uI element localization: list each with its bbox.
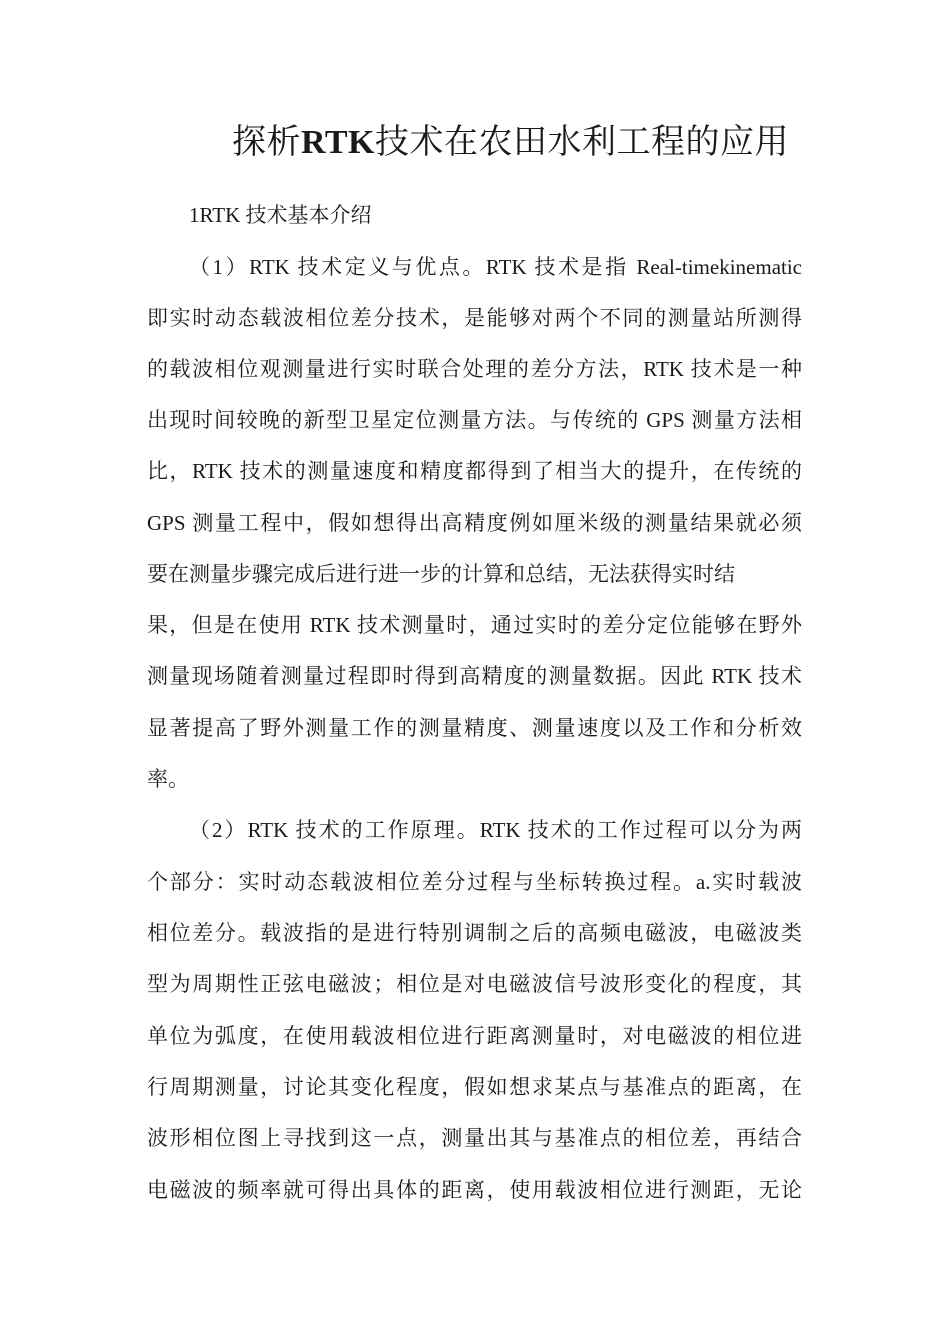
paragraph-line: 电磁波的频率就可得出具体的距离，使用载波相位进行测距，无论	[147, 1178, 802, 1202]
paragraph-line: 相位差分。载波指的是进行特别调制之后的高频电磁波，电磁波类	[147, 921, 802, 945]
paragraph-line: 出现时间较晚的新型卫星定位测量方法。与传统的 GPS 测量方法相	[147, 408, 802, 432]
paragraph-line: 测量现场随着测量过程即时得到高精度的测量数据。因此 RTK 技术	[147, 664, 802, 688]
paragraph-line: 型为周期性正弦电磁波；相位是对电磁波信号波形变化的程度，其	[147, 972, 802, 996]
paragraph-line: 的载波相位观测量进行实时联合处理的差分方法，RTK 技术是一种	[147, 357, 802, 381]
paragraph-line: 果，但是在使用 RTK 技术测量时，通过实时的差分定位能够在野外	[147, 613, 802, 637]
paragraph-line: 率。	[147, 767, 189, 791]
paragraph-line: （1）RTK 技术定义与优点。RTK 技术是指 Real-timekinematic	[189, 255, 802, 279]
title-bold: RTK	[301, 124, 375, 161]
paragraph-line: 单位为弧度，在使用载波相位进行距离测量时，对电磁波的相位进	[147, 1024, 802, 1048]
paragraph-line: （2）RTK 技术的工作原理。RTK 技术的工作过程可以分为两	[189, 818, 802, 842]
paragraph-line: 显著提高了野外测量工作的测量精度、测量速度以及工作和分析效	[147, 716, 802, 740]
paragraph-line: 波形相位图上寻找到这一点，测量出其与基准点的相位差，再结合	[147, 1126, 802, 1150]
paragraph-line: GPS 测量工程中，假如想得出高精度例如厘米级的测量结果就必须	[147, 511, 802, 535]
title-prefix: 探析	[232, 124, 301, 161]
section-heading: 1RTK 技术基本介绍	[189, 203, 372, 227]
paragraph-line: 比，RTK 技术的测量速度和精度都得到了相当大的提升，在传统的	[147, 459, 802, 483]
paragraph-line: 个部分：实时动态载波相位差分过程与坐标转换过程。a.实时载波	[147, 870, 802, 894]
paragraph-line: 即实时动态载波相位差分技术，是能够对两个不同的测量站所测得	[147, 306, 802, 330]
paragraph-line: 要在测量步骤完成后进行进一步的计算和总结，无法获得实时结	[147, 562, 735, 586]
document-title	[232, 118, 789, 168]
title-suffix: 技术在农田水利工程的应用	[374, 124, 789, 161]
paragraph-line: 行周期测量，讨论其变化程度，假如想求某点与基准点的距离，在	[147, 1075, 802, 1099]
